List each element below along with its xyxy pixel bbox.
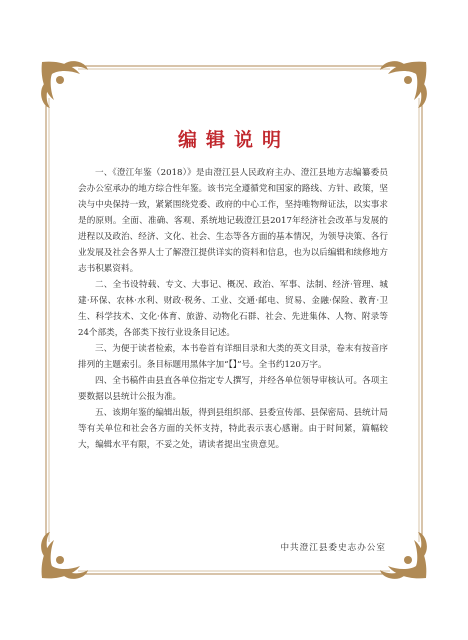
signature: 中共澄江县委史志办公室 (280, 543, 386, 553)
paragraph-5: 五、该期年鉴的编辑出版，得到县组织部、县委宣传部、县保密局、县统计局等有关单位和社会各方面的关怀支持，特此表示衷心感谢。由于时间紧，篇幅较大，编辑水平有限，不妥之处，请读者提出宝贵意见。 (78, 408, 388, 450)
document-body (78, 165, 388, 453)
paragraph-1: 一、《澄江年鉴（2018）》是由澄江县人民政府主办、澄江县地方志编纂委员会办公室承办的地方综合性年鉴。该书完全遵循党和国家的路线、方针、政策，坚决与中央保持一致，紧紧围绕党委、政府的中心工作，坚持唯物辩证法，以实事求是的原则。全面、准确、客观、系统地记载澄江县2017年经济社会改革与发展的进程以及政治、经济、文化、社会、生态等各方面的基本情况，为领导决策、各行业发展及社会各界人士了解澄江提供详实的资料和信息，也为以后编辑和续修地方志书积累资料。 (78, 168, 388, 274)
paragraph-3: 三、为便于读者检索，本书卷首有详细目录和大类的英文目录，卷末有按音序排列的主题索引。条目标题用黑体字加“【】”号。全书约120万字。 (78, 344, 388, 370)
paragraph-4: 四、全书稿件由县直各单位指定专人撰写，并经各单位领导审核认可。各项主要数据以县统计公报为准。 (78, 376, 388, 402)
paragraph-2: 二、全书设特载、专文、大事记、概况、政治、军事、法制、经济·管理、城建·环保、农林·水利、财政·税务、工业、交通·邮电、贸易、金融·保险、教育·卫生、科学技术、文化·体育、旅游、动物化石群、社会、先进集体、人物、附录等24个部类，各部类下按行业设条目记述。 (78, 280, 388, 338)
page-title: 编辑说明 (177, 129, 290, 151)
